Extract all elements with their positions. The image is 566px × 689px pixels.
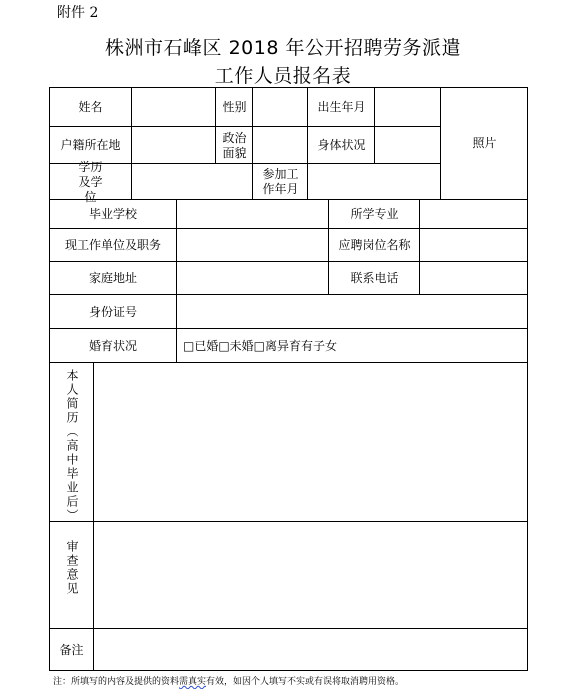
political-label: 政治面貌 [222,130,247,160]
photo-area[interactable]: 照片 [472,135,497,150]
footnote-underlined: 需真实 [179,677,207,687]
footnote-prefix: 注：所填写的内容及提供的资料 [53,677,180,687]
major-field[interactable] [420,200,528,229]
name-label: 姓名 [78,99,103,114]
id-number-field[interactable] [177,295,528,329]
remarks-field[interactable] [94,629,528,671]
current-job-field[interactable] [177,229,329,262]
form-title-line-1: 株洲市石峰区 2018 年公开招聘劳务派遣 [105,37,461,59]
major-label: 所学专业 [350,207,399,221]
birth-label: 出生年月 [317,99,366,114]
work-start-field[interactable] [308,164,441,200]
household-label: 户籍所在地 [60,138,121,152]
id-number-label: 身份证号 [88,304,137,319]
applied-post-field[interactable] [420,229,528,262]
remarks-label: 备注 [59,642,84,657]
footnote [53,674,404,687]
education-label: 学历及学位 [78,159,103,204]
footnote-suffix: 有效，如因个人填写不实或有误将取消聘用资格。 [206,677,405,687]
marital-options[interactable]: □已婚□未婚□离异育有子女 [183,338,338,353]
political-field[interactable] [253,127,308,164]
review-label: 审查意见 [65,540,79,596]
health-label: 身体状况 [317,138,366,152]
phone-label: 联系电话 [350,271,399,285]
marital-label: 婚育状况 [88,338,137,353]
address-label: 家庭地址 [88,271,137,285]
address-field[interactable] [177,262,329,295]
applied-post-label: 应聘岗位名称 [338,238,411,252]
school-field[interactable] [177,200,329,229]
education-field[interactable] [132,164,253,200]
resume-label: 本人简历（高中毕业后） [65,369,79,523]
phone-field[interactable] [420,262,528,295]
gender-field[interactable] [253,87,308,127]
gender-label: 性别 [222,99,247,114]
school-label: 毕业学校 [88,207,137,221]
attachment-label: 附件 2 [57,5,99,21]
work-start-label: 参加工作年月 [262,167,299,196]
current-job-label: 现工作单位及职务 [64,238,161,252]
resume-field[interactable] [94,363,528,522]
birth-field[interactable] [375,87,441,127]
name-field[interactable] [132,87,216,127]
household-field[interactable] [132,127,216,164]
review-field[interactable] [94,522,528,629]
form-title-line-2: 工作人员报名表 [214,65,352,87]
registration-form [49,87,528,671]
health-field[interactable] [375,127,441,164]
